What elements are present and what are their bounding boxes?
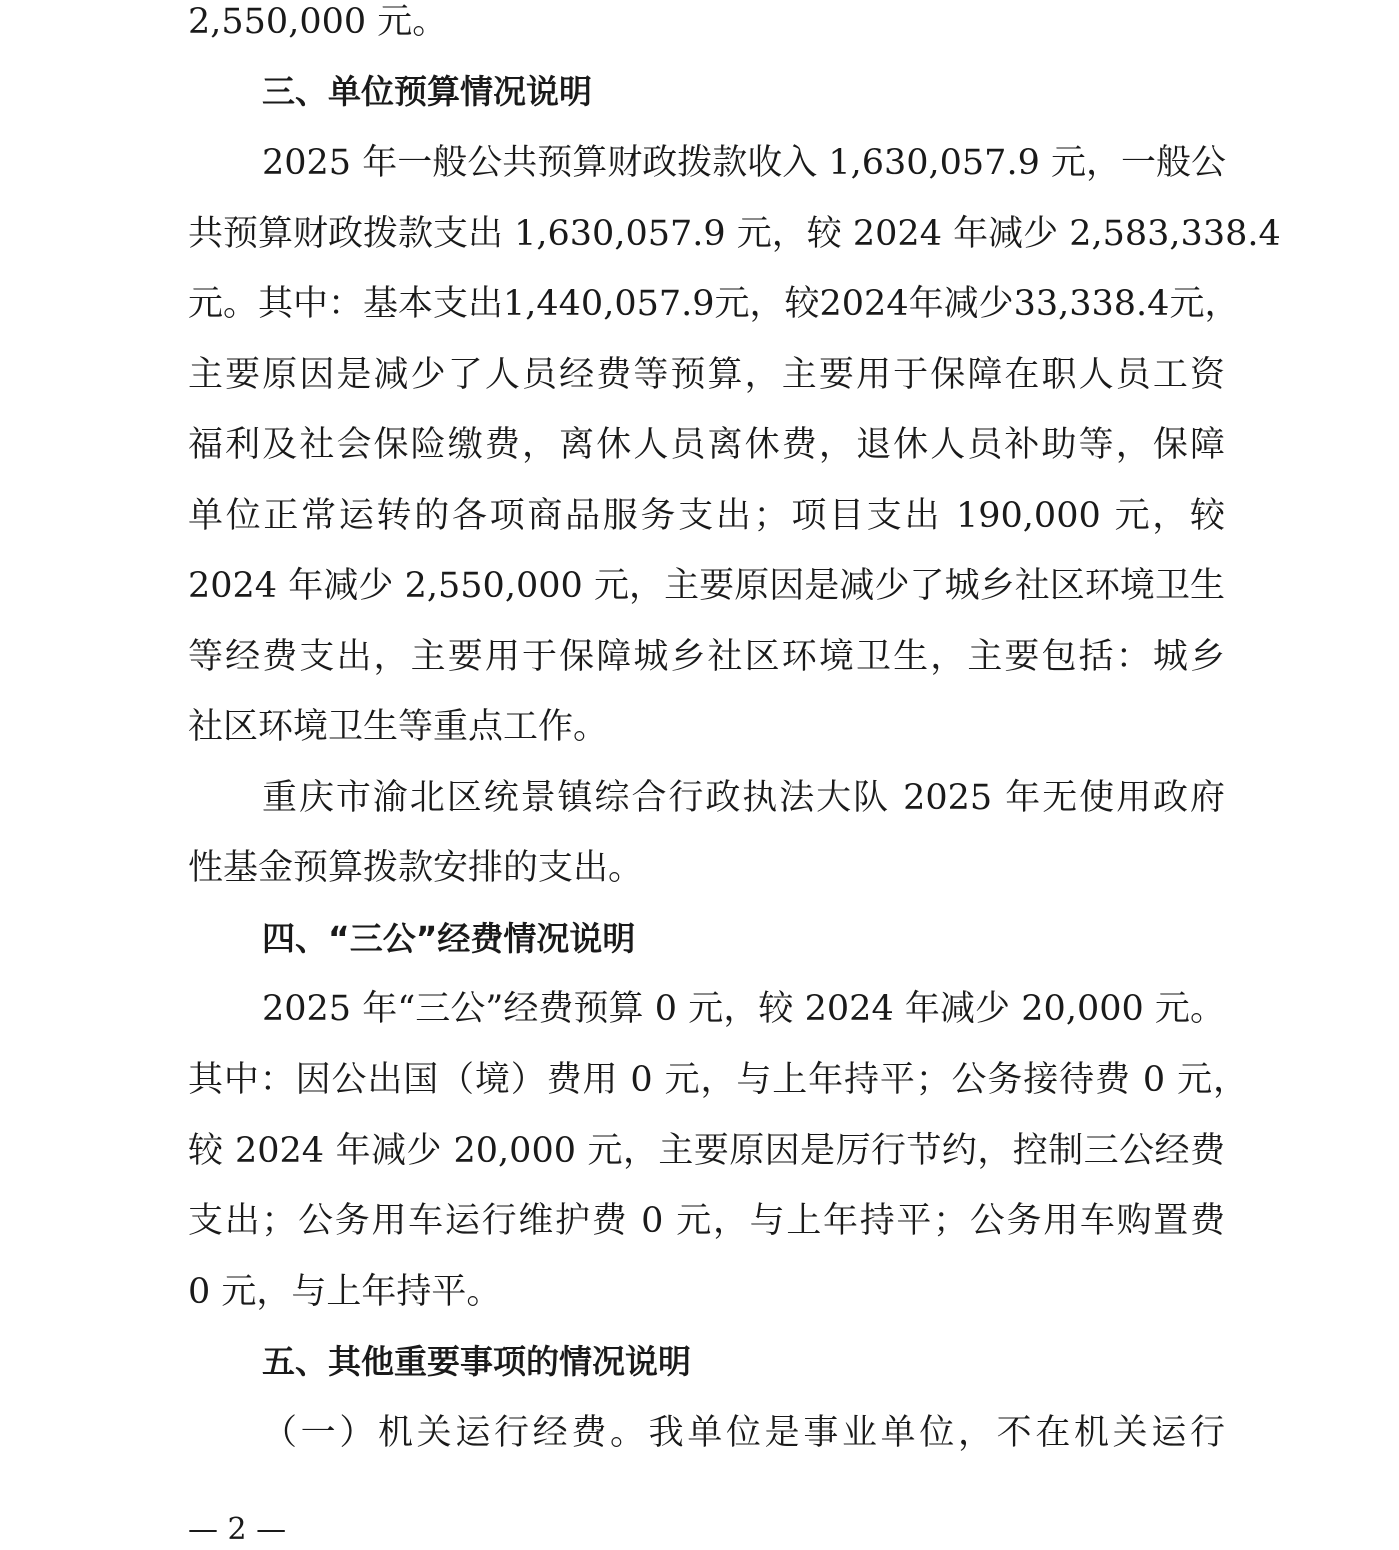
body-text-line: 主要原因是减少了人员经费等预算，主要用于保障在职人员工资 [188,355,1225,395]
body-text-line: 性基金预算拨款安排的支出。 [188,848,644,888]
body-text-line: 支出；公务用车运行维护费 0 元，与上年持平；公务用车购置费 [188,1201,1225,1241]
body-text-line: 2025 年“三公”经费预算 0 元，较 2024 年减少 20,000 元。 [262,989,1225,1029]
body-text-line: 其中：因公出国（境）费用 0 元，与上年持平；公务接待费 0 元， [188,1060,1248,1100]
body-text-line: （一）机关运行经费。我单位是事业单位，不在机关运行 [262,1413,1225,1453]
body-text-line: 等经费支出，主要用于保障城乡社区环境卫生，主要包括：城乡 [188,637,1225,677]
section-heading-3: 三、单位预算情况说明 [262,72,592,111]
page-number: — 2 — [188,1512,287,1547]
body-text-line: 共预算财政拨款支出 1,630,057.9 元，较 2024 年减少 2,583,338.4 [188,214,1281,254]
body-text-line: 重庆市渝北区统景镇综合行政执法大队 2025 年无使用政府 [262,778,1225,818]
body-text-line: 较 2024 年减少 20,000 元，主要原因是厉行节约，控制三公经费 [188,1131,1225,1171]
body-text-line: 2,550,000 元。 [188,2,448,42]
body-text-line: 福利及社会保险缴费，离休人员离休费，退休人员补助等，保障 [188,425,1225,465]
section-heading-5: 五、其他重要事项的情况说明 [262,1342,691,1381]
body-text-line: 社区环境卫生等重点工作。 [188,707,609,747]
body-text-line: 元。其中：基本支出1,440,057.9元，较2024年减少33,338.4元， [188,284,1240,324]
section-heading-4: 四、“三公”经费情况说明 [262,919,636,958]
body-text-line: 2025 年一般公共预算财政拨款收入 1,630,057.9 元，一般公 [262,143,1226,183]
body-text-line: 单位正常运转的各项商品服务支出；项目支出 190,000 元，较 [188,496,1225,536]
body-text-line: 2024 年减少 2,550,000 元，主要原因是减少了城乡社区环境卫生 [188,566,1225,606]
body-text-line: 0 元，与上年持平。 [188,1272,502,1312]
